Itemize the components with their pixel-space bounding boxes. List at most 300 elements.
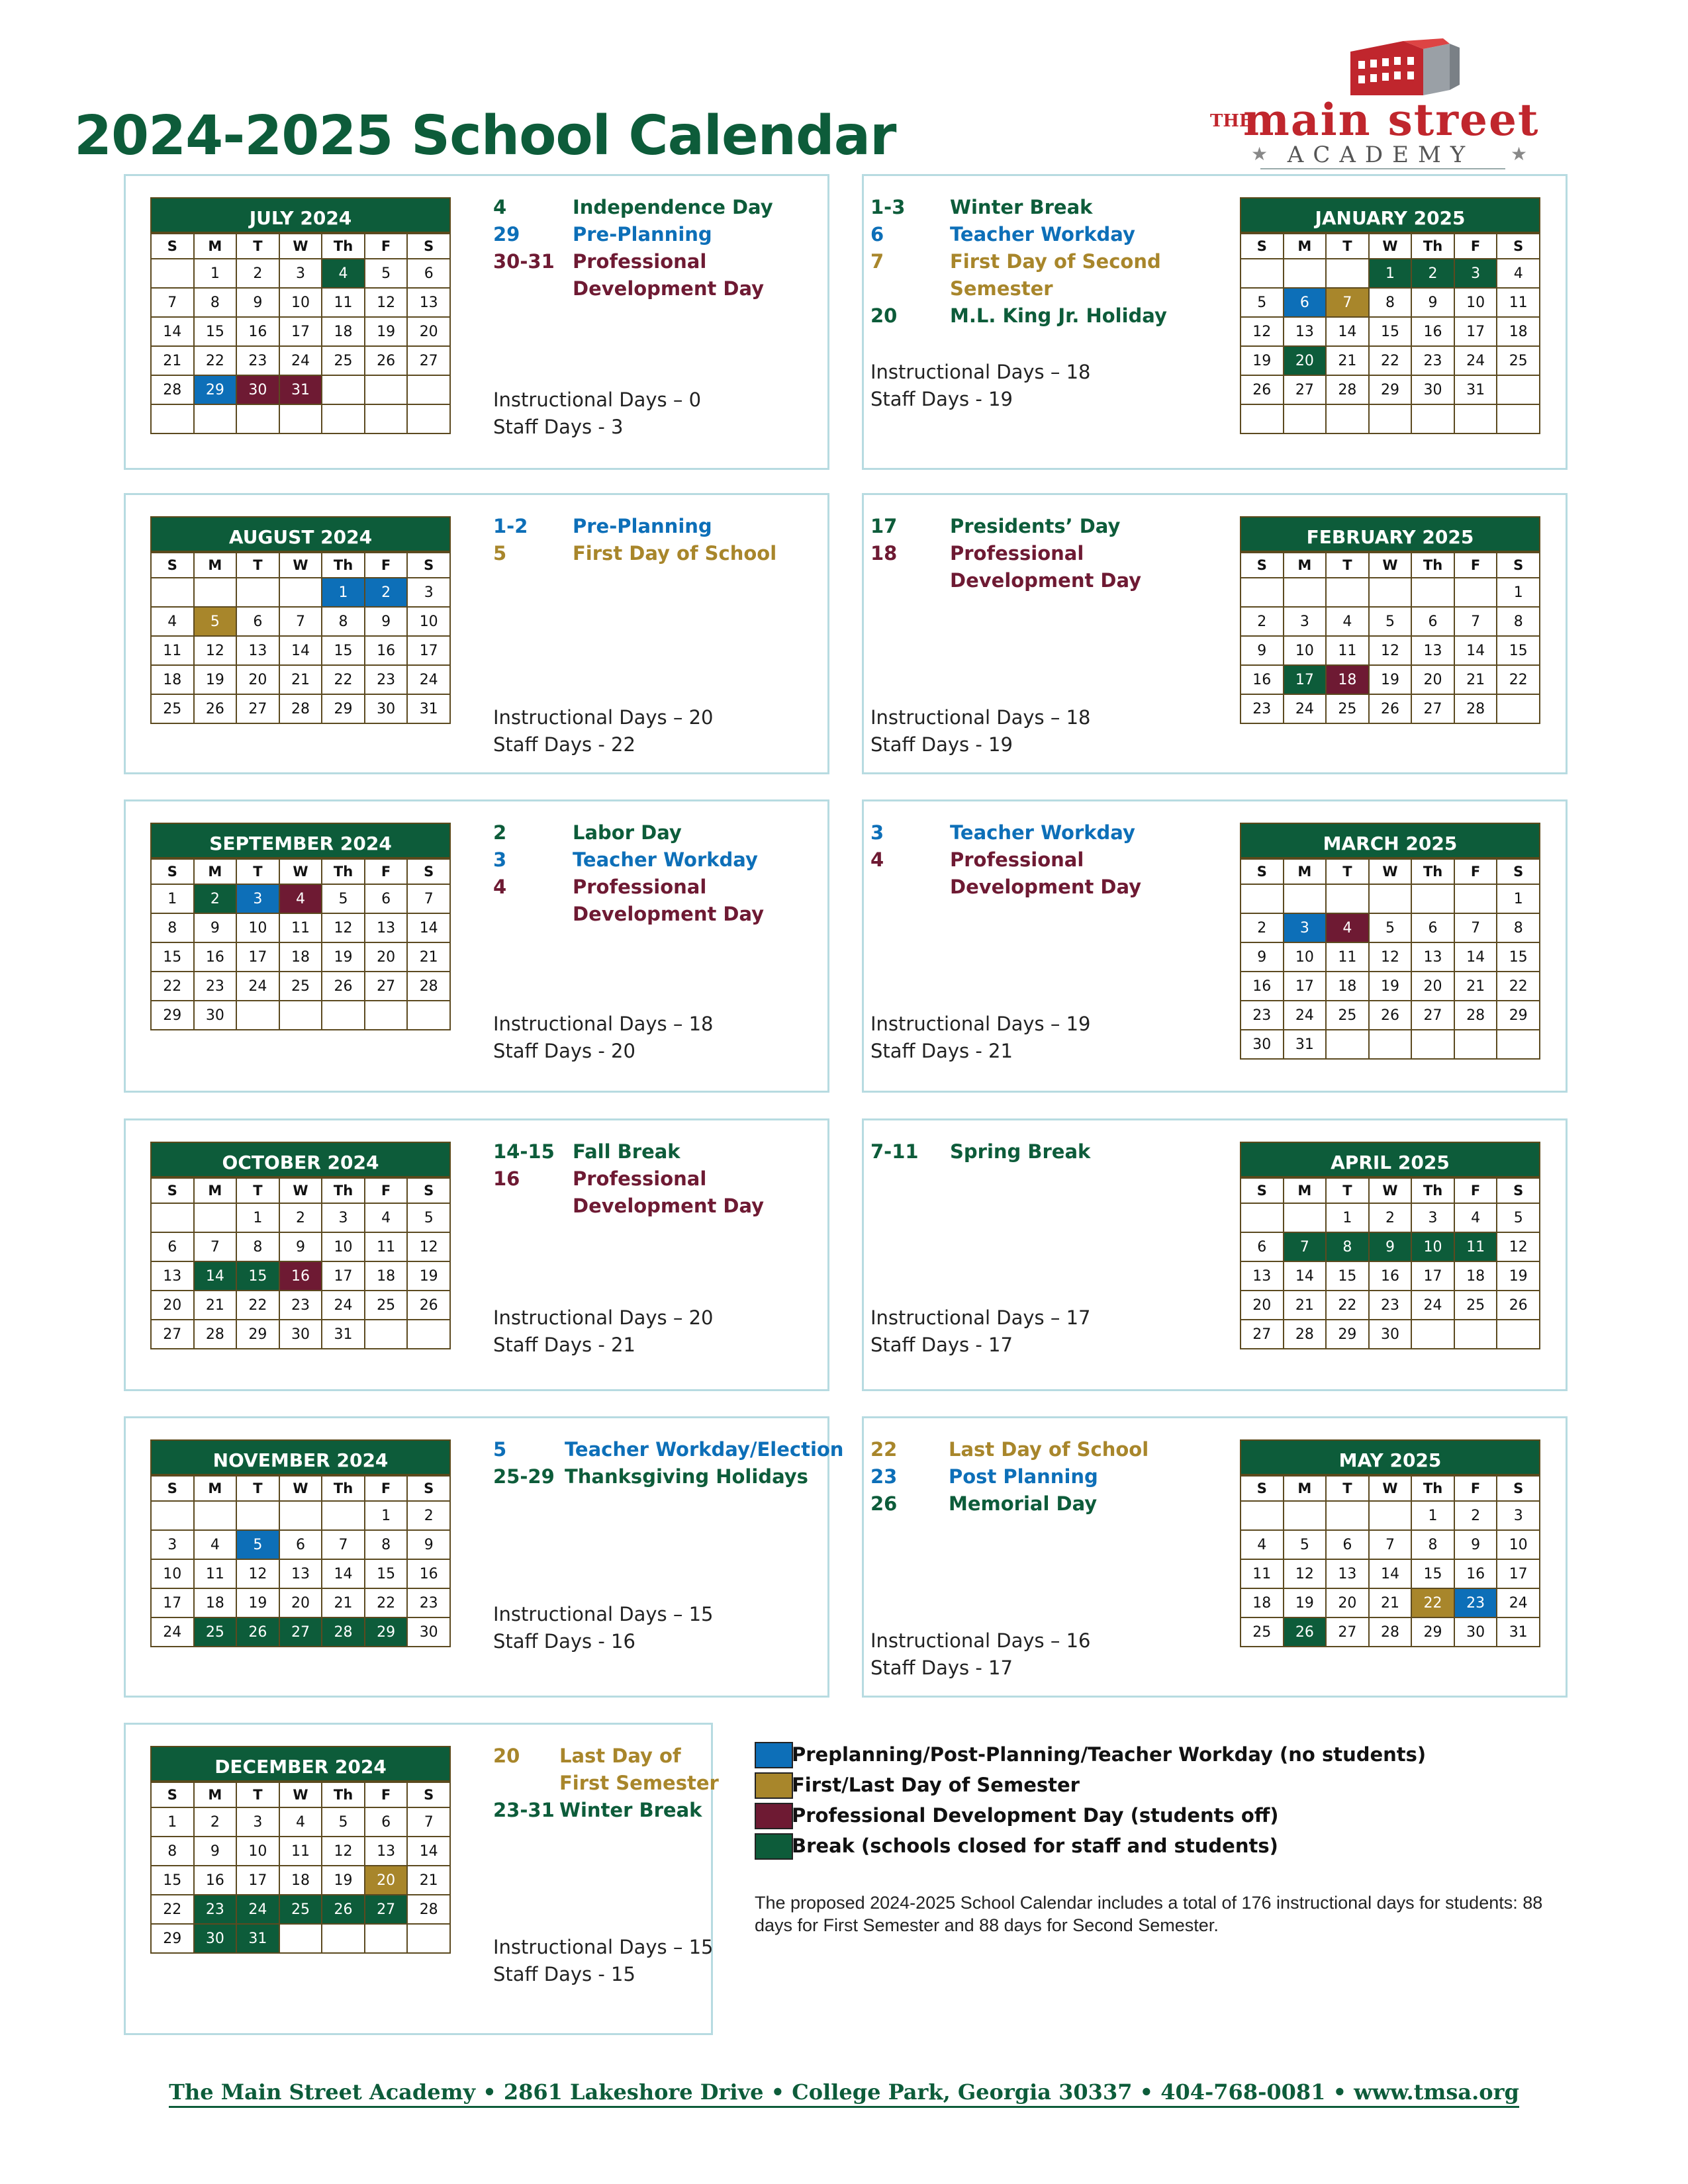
event-name: Teacher Workday	[950, 821, 1135, 844]
weekday-label: Th	[322, 234, 365, 259]
event-name: Teacher Workday	[573, 848, 758, 871]
day-cell: 27	[365, 972, 408, 1001]
day-cell: 21	[407, 1866, 450, 1895]
week-row	[151, 404, 450, 433]
day-cell: 13	[407, 288, 450, 317]
day-cell: 12	[1241, 317, 1284, 346]
building-icon	[1205, 38, 1562, 98]
day-cell: 8	[1497, 607, 1540, 636]
empty-cell	[1326, 884, 1369, 913]
day-cell: 26	[365, 346, 408, 375]
empty-cell	[1326, 1030, 1369, 1059]
panel-january	[862, 174, 1568, 470]
day-cell: 18	[279, 1866, 322, 1895]
day-cell: 17	[236, 942, 279, 972]
day-cell: 4	[279, 1807, 322, 1837]
day-cell: 3	[1497, 1501, 1540, 1530]
day-cell: 27	[1284, 375, 1327, 404]
week-row	[1241, 375, 1540, 404]
event-date: 25-29	[493, 1465, 555, 1488]
day-cell: 24	[279, 346, 322, 375]
day-cell: 4	[1497, 259, 1540, 288]
day-cell: 22	[194, 346, 237, 375]
day-cell: 11	[365, 1232, 408, 1261]
event-name: Professional	[573, 1167, 707, 1190]
instructional-days: Instructional Days – 15	[493, 1936, 714, 1958]
day-cell: 12	[365, 288, 408, 317]
day-cell: 12	[1369, 636, 1412, 665]
weekday-label: F	[365, 1476, 408, 1501]
day-cell: 27	[151, 1320, 194, 1349]
weekday-row	[1241, 234, 1540, 259]
weekday-label: S	[1497, 1476, 1540, 1501]
event-name: Professional	[573, 250, 707, 273]
event-date: 29	[493, 223, 520, 246]
empty-cell	[1241, 1203, 1284, 1232]
day-cell: 7	[322, 1530, 365, 1559]
day-cell: 24	[1284, 694, 1327, 723]
day-cell: 4	[151, 607, 194, 636]
week-row	[151, 288, 450, 317]
day-cell: 10	[1284, 636, 1327, 665]
day-cell: 7	[151, 288, 194, 317]
week-row	[1241, 1320, 1540, 1349]
event-name: Development Day	[573, 277, 765, 300]
weekday-label: T	[1326, 859, 1369, 884]
day-cell: 23	[194, 972, 237, 1001]
day-cell: 10	[1411, 1232, 1454, 1261]
week-row	[151, 1588, 450, 1617]
day-cell: 17	[279, 317, 322, 346]
event-name: Semester	[950, 277, 1053, 300]
weekday-label: S	[407, 1782, 450, 1807]
month-grid	[1240, 1475, 1540, 1647]
day-cell: 16	[1241, 665, 1284, 694]
panel-august	[124, 493, 829, 774]
weekday-label: F	[365, 1782, 408, 1807]
day-cell: 6	[279, 1530, 322, 1559]
day-cell: 31	[1454, 375, 1497, 404]
instructional-days: Instructional Days – 18	[870, 706, 1091, 729]
day-cell: 25	[194, 1617, 237, 1647]
empty-cell	[322, 1001, 365, 1030]
day-cell: 5	[1369, 913, 1412, 942]
day-cell: 17	[1497, 1559, 1540, 1588]
event-name: Independence Day	[573, 196, 773, 218]
weekday-label: W	[279, 1782, 322, 1807]
day-cell: 30	[279, 1320, 322, 1349]
day-cell: 12	[1369, 942, 1412, 972]
calendar-april	[1240, 1142, 1540, 1349]
day-cell: 3	[151, 1530, 194, 1559]
day-cell: 19	[407, 1261, 450, 1291]
day-cell: 23	[1241, 694, 1284, 723]
day-cell: 9	[1241, 636, 1284, 665]
weekday-label: S	[407, 1476, 450, 1501]
counts-november	[493, 1601, 713, 1655]
week-row	[151, 694, 450, 723]
week-row	[1241, 913, 1540, 942]
staff-days: Staff Days - 3	[493, 416, 624, 438]
event-name: Last Day of School	[949, 1438, 1149, 1461]
day-cell: 14	[1454, 636, 1497, 665]
day-cell: 5	[194, 607, 237, 636]
weekday-label: T	[236, 859, 279, 884]
day-cell: 6	[365, 1807, 408, 1837]
month-grid	[150, 1177, 451, 1349]
day-cell: 1	[1411, 1501, 1454, 1530]
weekday-label: T	[236, 553, 279, 578]
day-cell: 26	[1369, 694, 1412, 723]
day-cell: 16	[1369, 1261, 1412, 1291]
day-cell: 4	[322, 259, 365, 288]
month-title: SEPTEMBER 2024	[150, 823, 451, 858]
month-grid	[1240, 552, 1540, 724]
empty-cell	[236, 578, 279, 607]
day-cell: 5	[1497, 1203, 1540, 1232]
day-cell: 2	[236, 259, 279, 288]
week-row	[1241, 607, 1540, 636]
event-date: 4	[870, 848, 884, 871]
weekday-label: F	[1454, 1178, 1497, 1203]
month-grid	[150, 858, 451, 1030]
empty-cell	[1284, 404, 1327, 433]
panel-december	[124, 1723, 719, 2035]
day-cell: 7	[279, 607, 322, 636]
calendar-august	[150, 516, 451, 724]
day-cell: 3	[1284, 913, 1327, 942]
event-name: Teacher Workday	[950, 223, 1135, 246]
day-cell: 7	[1454, 607, 1497, 636]
weekday-label: T	[1326, 234, 1369, 259]
week-row	[151, 375, 450, 404]
weekday-label: T	[1326, 553, 1369, 578]
day-cell: 17	[322, 1261, 365, 1291]
instructional-days: Instructional Days – 16	[870, 1629, 1091, 1652]
day-cell: 8	[151, 1837, 194, 1866]
week-row	[1241, 317, 1540, 346]
day-cell: 11	[194, 1559, 237, 1588]
day-cell: 11	[1241, 1559, 1284, 1588]
week-row	[151, 1320, 450, 1349]
empty-cell	[322, 1924, 365, 1953]
calendar-january	[1240, 197, 1540, 434]
weekday-label: S	[1497, 553, 1540, 578]
day-cell: 28	[1284, 1320, 1327, 1349]
event-name: Spring Break	[950, 1140, 1091, 1163]
day-cell: 1	[365, 1501, 408, 1530]
event-date: 3	[870, 821, 884, 844]
day-cell: 30	[194, 1924, 237, 1953]
day-cell: 25	[322, 346, 365, 375]
day-cell: 13	[1326, 1559, 1369, 1588]
empty-cell	[1369, 1501, 1412, 1530]
day-cell: 9	[194, 913, 237, 942]
day-cell: 18	[322, 317, 365, 346]
legend-label: Break (schools closed for staff and students)	[792, 1835, 1278, 1857]
empty-cell	[365, 1001, 408, 1030]
weekday-row	[1241, 1476, 1540, 1501]
weekday-row	[151, 234, 450, 259]
day-cell: 18	[1326, 972, 1369, 1001]
day-cell: 1	[236, 1203, 279, 1232]
month-title: MAY 2025	[1240, 1439, 1540, 1475]
day-cell: 12	[1284, 1559, 1327, 1588]
month-title: DECEMBER 2024	[150, 1746, 451, 1782]
counts-august	[493, 704, 713, 758]
day-cell: 3	[407, 578, 450, 607]
day-cell: 1	[1497, 578, 1540, 607]
empty-cell	[1369, 1030, 1412, 1059]
day-cell: 16	[1411, 317, 1454, 346]
empty-cell	[1369, 578, 1412, 607]
day-cell: 27	[1411, 1001, 1454, 1030]
day-cell: 19	[1497, 1261, 1540, 1291]
empty-cell	[407, 375, 450, 404]
day-cell: 28	[1454, 694, 1497, 723]
event-name: Pre-Planning	[573, 223, 712, 246]
weekday-label: F	[1454, 553, 1497, 578]
day-cell: 19	[1284, 1588, 1327, 1617]
empty-cell	[1411, 884, 1454, 913]
day-cell: 1	[322, 578, 365, 607]
day-cell: 24	[322, 1291, 365, 1320]
event-name: Professional	[950, 848, 1084, 871]
empty-cell	[365, 404, 408, 433]
day-cell: 30	[1454, 1617, 1497, 1647]
day-cell: 27	[1241, 1320, 1284, 1349]
day-cell: 13	[1411, 942, 1454, 972]
day-cell: 21	[1284, 1291, 1327, 1320]
day-cell: 7	[1284, 1232, 1327, 1261]
day-cell: 16	[236, 317, 279, 346]
day-cell: 24	[1411, 1291, 1454, 1320]
event-date: 18	[870, 542, 898, 565]
event-name: Last Day of	[559, 1745, 681, 1767]
weekday-label: W	[1369, 553, 1412, 578]
weekday-label: S	[407, 234, 450, 259]
day-cell: 29	[1411, 1617, 1454, 1647]
logo-name: main street	[1243, 94, 1540, 146]
staff-days: Staff Days - 20	[493, 1040, 635, 1062]
day-cell: 27	[407, 346, 450, 375]
empty-cell	[407, 1001, 450, 1030]
weekday-label: F	[365, 553, 408, 578]
day-cell: 8	[151, 913, 194, 942]
weekday-label: M	[1284, 1476, 1327, 1501]
week-row	[1241, 665, 1540, 694]
day-cell: 17	[1454, 317, 1497, 346]
empty-cell	[1411, 1030, 1454, 1059]
week-row	[151, 1617, 450, 1647]
day-cell: 23	[365, 665, 408, 694]
event-date: 14-15	[493, 1140, 555, 1163]
week-row	[1241, 972, 1540, 1001]
day-cell: 30	[365, 694, 408, 723]
month-title: NOVEMBER 2024	[150, 1439, 451, 1475]
day-cell: 31	[322, 1320, 365, 1349]
day-cell: 26	[236, 1617, 279, 1647]
empty-cell	[1284, 1203, 1327, 1232]
day-cell: 7	[1454, 913, 1497, 942]
panel-february	[862, 493, 1568, 774]
day-cell: 6	[1326, 1530, 1369, 1559]
day-cell: 8	[194, 288, 237, 317]
week-row	[1241, 404, 1540, 433]
day-cell: 15	[365, 1559, 408, 1588]
day-cell: 15	[236, 1261, 279, 1291]
empty-cell	[1411, 578, 1454, 607]
empty-cell	[1241, 578, 1284, 607]
day-cell: 4	[279, 884, 322, 913]
day-cell: 6	[1241, 1232, 1284, 1261]
weekday-label: S	[407, 553, 450, 578]
day-cell: 6	[407, 259, 450, 288]
empty-cell	[407, 1320, 450, 1349]
day-cell: 19	[365, 317, 408, 346]
event-date: 1-2	[493, 515, 528, 537]
event-name: Development Day	[573, 903, 765, 925]
weekday-row	[1241, 553, 1540, 578]
month-grid	[1240, 858, 1540, 1060]
day-cell: 28	[151, 375, 194, 404]
day-cell: 15	[1497, 636, 1540, 665]
day-cell: 11	[1497, 288, 1540, 317]
day-cell: 19	[322, 1866, 365, 1895]
weekday-label: Th	[1411, 859, 1454, 884]
calendar-note: The proposed 2024-2025 School Calendar includes a total of 176 instructional days for students: 88 days for First Semester and 88 days for Second Semester.	[755, 1893, 1543, 1935]
staff-days: Staff Days - 17	[870, 1334, 1013, 1356]
legend-label: Professional Development Day (students off)	[792, 1804, 1279, 1827]
legend-swatch	[755, 1742, 793, 1768]
week-row	[1241, 259, 1540, 288]
weekday-label: S	[1241, 859, 1284, 884]
week-row	[151, 1559, 450, 1588]
day-cell: 8	[322, 607, 365, 636]
day-cell: 3	[236, 1807, 279, 1837]
day-cell: 5	[1241, 288, 1284, 317]
empty-cell	[151, 259, 194, 288]
day-cell: 2	[407, 1501, 450, 1530]
day-cell: 30	[236, 375, 279, 404]
weekday-label: F	[365, 859, 408, 884]
weekday-label: W	[1369, 234, 1412, 259]
day-cell: 28	[279, 694, 322, 723]
instructional-days: Instructional Days – 19	[870, 1013, 1091, 1035]
day-cell: 15	[194, 317, 237, 346]
weekday-label: F	[365, 234, 408, 259]
day-cell: 25	[1241, 1617, 1284, 1647]
day-cell: 1	[1369, 259, 1412, 288]
day-cell: 9	[1454, 1530, 1497, 1559]
empty-cell	[1369, 884, 1412, 913]
event-name: Development Day	[950, 569, 1142, 592]
day-cell: 4	[365, 1203, 408, 1232]
day-cell: 12	[322, 913, 365, 942]
day-cell: 24	[1284, 1001, 1327, 1030]
weekday-label: F	[1454, 859, 1497, 884]
week-row	[1241, 1559, 1540, 1588]
legend-swatch	[755, 1833, 793, 1860]
day-cell: 16	[1454, 1559, 1497, 1588]
day-cell: 29	[322, 694, 365, 723]
legend-label: Preplanning/Post-Planning/Teacher Workday (no students)	[792, 1743, 1427, 1766]
day-cell: 24	[151, 1617, 194, 1647]
event-name: First Semester	[559, 1772, 719, 1794]
weekday-label: S	[151, 1178, 194, 1203]
event-date: 23	[870, 1465, 898, 1488]
day-cell: 5	[365, 259, 408, 288]
day-cell: 16	[365, 636, 408, 665]
staff-days: Staff Days - 19	[870, 733, 1013, 756]
empty-cell	[279, 1924, 322, 1953]
day-cell: 28	[322, 1617, 365, 1647]
day-cell: 9	[194, 1837, 237, 1866]
day-cell: 10	[236, 1837, 279, 1866]
month-grid	[1240, 233, 1540, 434]
day-cell: 7	[1369, 1530, 1412, 1559]
logo-the: THE	[1210, 111, 1252, 131]
panel-april	[862, 1118, 1568, 1391]
staff-days: Staff Days - 15	[493, 1963, 635, 1985]
calendar-october	[150, 1142, 451, 1349]
empty-cell	[1497, 694, 1540, 723]
week-row	[151, 1001, 450, 1030]
day-cell: 25	[1497, 346, 1540, 375]
counts-march	[870, 1011, 1090, 1065]
week-row	[151, 1291, 450, 1320]
weekday-row	[151, 859, 450, 884]
weekday-label: S	[151, 234, 194, 259]
event-name: Fall Break	[573, 1140, 680, 1163]
day-cell: 16	[279, 1261, 322, 1291]
day-cell: 30	[1411, 375, 1454, 404]
week-row	[1241, 1501, 1540, 1530]
weekday-label: S	[1241, 553, 1284, 578]
weekday-label: F	[365, 1178, 408, 1203]
staff-days: Staff Days - 21	[870, 1040, 1013, 1062]
legend-swatch	[755, 1772, 793, 1799]
day-cell: 15	[1326, 1261, 1369, 1291]
day-cell: 22	[151, 1895, 194, 1924]
day-cell: 14	[151, 317, 194, 346]
day-cell: 22	[236, 1291, 279, 1320]
week-row	[151, 607, 450, 636]
day-cell: 29	[1326, 1320, 1369, 1349]
day-cell: 11	[279, 1837, 322, 1866]
weekday-label: S	[1497, 1178, 1540, 1203]
day-cell: 20	[1326, 1588, 1369, 1617]
weekday-label: Th	[1411, 1178, 1454, 1203]
day-cell: 13	[365, 913, 408, 942]
weekday-label: S	[1241, 1178, 1284, 1203]
empty-cell	[365, 1924, 408, 1953]
day-cell: 20	[1411, 665, 1454, 694]
day-cell: 17	[1411, 1261, 1454, 1291]
day-cell: 26	[407, 1291, 450, 1320]
week-row	[151, 942, 450, 972]
event-name: Thanksgiving Holidays	[565, 1465, 808, 1488]
day-cell: 9	[407, 1530, 450, 1559]
day-cell: 17	[151, 1588, 194, 1617]
event-date: 5	[493, 1438, 507, 1461]
day-cell: 7	[407, 884, 450, 913]
day-cell: 2	[194, 1807, 237, 1837]
panel-november	[124, 1416, 844, 1698]
star-icon: ★	[1511, 143, 1528, 165]
week-row	[1241, 1530, 1540, 1559]
day-cell: 20	[151, 1291, 194, 1320]
